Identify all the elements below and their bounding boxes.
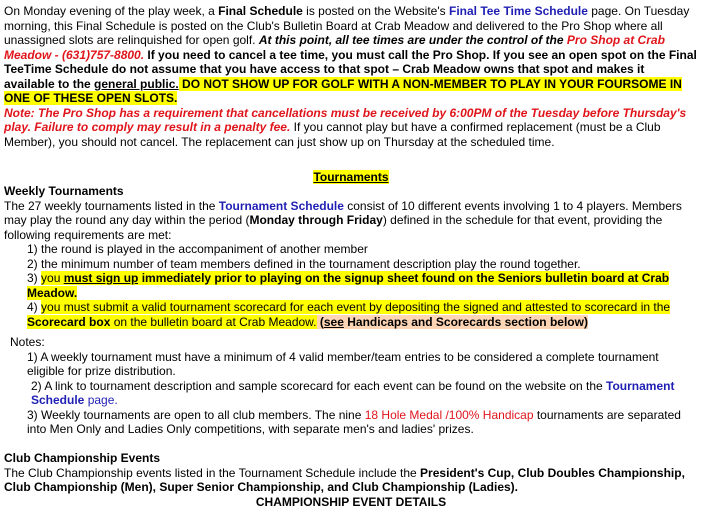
final-tee-time-schedule-link[interactable]: Final Tee Time Schedule xyxy=(449,4,588,18)
weekly-tournaments-heading: Weekly Tournaments xyxy=(4,184,698,199)
weekly-tournaments-paragraph: The 27 weekly tournaments listed in the Tournament Schedule consist of 10 different events involving 1 to 4 players. Members may play the round any day within the period (Monday through Friday) defined in the schedule for that event, providing the following requirements are met: xyxy=(4,199,698,243)
requirement-3: 3) you must sign up immediately prior to playing on the signup sheet found on the Seniors bulletin board at Crab Meadow. xyxy=(4,271,698,300)
championship-details-heading: CHAMPIONSHIP EVENT DETAILS xyxy=(4,495,698,509)
notes-heading: Notes: xyxy=(4,335,698,350)
club-championship-heading: Club Championship Events xyxy=(4,451,698,466)
pro-shop-phone: Pro Shop at Crab Meadow - (631)757-8800. xyxy=(4,33,665,62)
tournaments-heading: Tournaments xyxy=(313,170,388,184)
cancellation-note: Note: The Pro Shop has a requirement that cancellations must be received by 6:00PM of the Tuesday before Thursday's play. Failure to comply may result in a penalty fee. If you cannot play but have a confirmed replacement (must be a Club Member), you should not cancel. The replacement can just show up on Thursday at the scheduled time. xyxy=(4,106,698,150)
tournament-schedule-link[interactable]: Tournament Schedule xyxy=(219,199,344,213)
requirement-1: 1) the round is played in the accompaniment of another member xyxy=(4,242,698,257)
note-1: 1) A weekly tournament must have a minimum of 4 valid member/team entries to be considered a complete tournament eligible for prize distribution. xyxy=(4,350,698,379)
see-handicaps-link[interactable]: see xyxy=(324,315,344,329)
requirement-2: 2) the minimum number of team members defined in the tournament description play the round together. xyxy=(4,257,698,272)
note-2: 2) A link to tournament description and sample scorecard for each event can be found on the website on the Tournament Schedule page. xyxy=(4,379,698,408)
non-member-warning: DO NOT SHOW UP FOR GOLF WITH A NON-MEMBER TO PLAY IN YOUR FOURSOME IN ONE OF THESE OPEN SLOTS. xyxy=(4,77,682,106)
note-3: 3) Weekly tournaments are open to all club members. The nine 18 Hole Medal /100% Handicap tournaments are separated into Men Only and Ladies Only competitions, with separate men's and ladies' prizes. xyxy=(4,408,698,437)
final-schedule-term: Final Schedule xyxy=(218,4,303,18)
requirement-4: 4) you must submit a valid tournament scorecard for each event by depositing the signed and attested to scorecard in the Scorecard box on the bulletin board at Crab Meadow. (see Handicaps and Scorecards section below) xyxy=(4,300,698,329)
note-tournament-schedule-link[interactable]: Tournament Schedule xyxy=(31,379,674,408)
club-championship-paragraph: The Club Championship events listed in the Tournament Schedule include the President's Cup, Club Doubles Championship, Club Championship (Men), Super Senior Championship, and Club Championship (Ladies). xyxy=(4,466,698,495)
intro-paragraph: On Monday evening of the play week, a Final Schedule is posted on the Website's Final Tee Time Schedule page. On Tuesday morning, this Final Schedule is posted on the Club's Bulletin Board at Crab Meadow and delivered to the Pro Shop where all unassigned slots are relinquished for open golf. At this point, all tee times are under the control of the Pro Shop at Crab Meadow - (631)757-8800. If you need to cancel a tee time, you must call the Pro Shop. If you see an open spot on the Final TeeTime Schedule do not assume that you have access to that spot – Crab Meadow owns that spot and makes it available to the general public. DO NOT SHOW UP FOR GOLF WITH A NON-MEMBER TO PLAY IN YOUR FOURSOME IN ONE OF THESE OPEN SLOTS. xyxy=(4,4,698,106)
